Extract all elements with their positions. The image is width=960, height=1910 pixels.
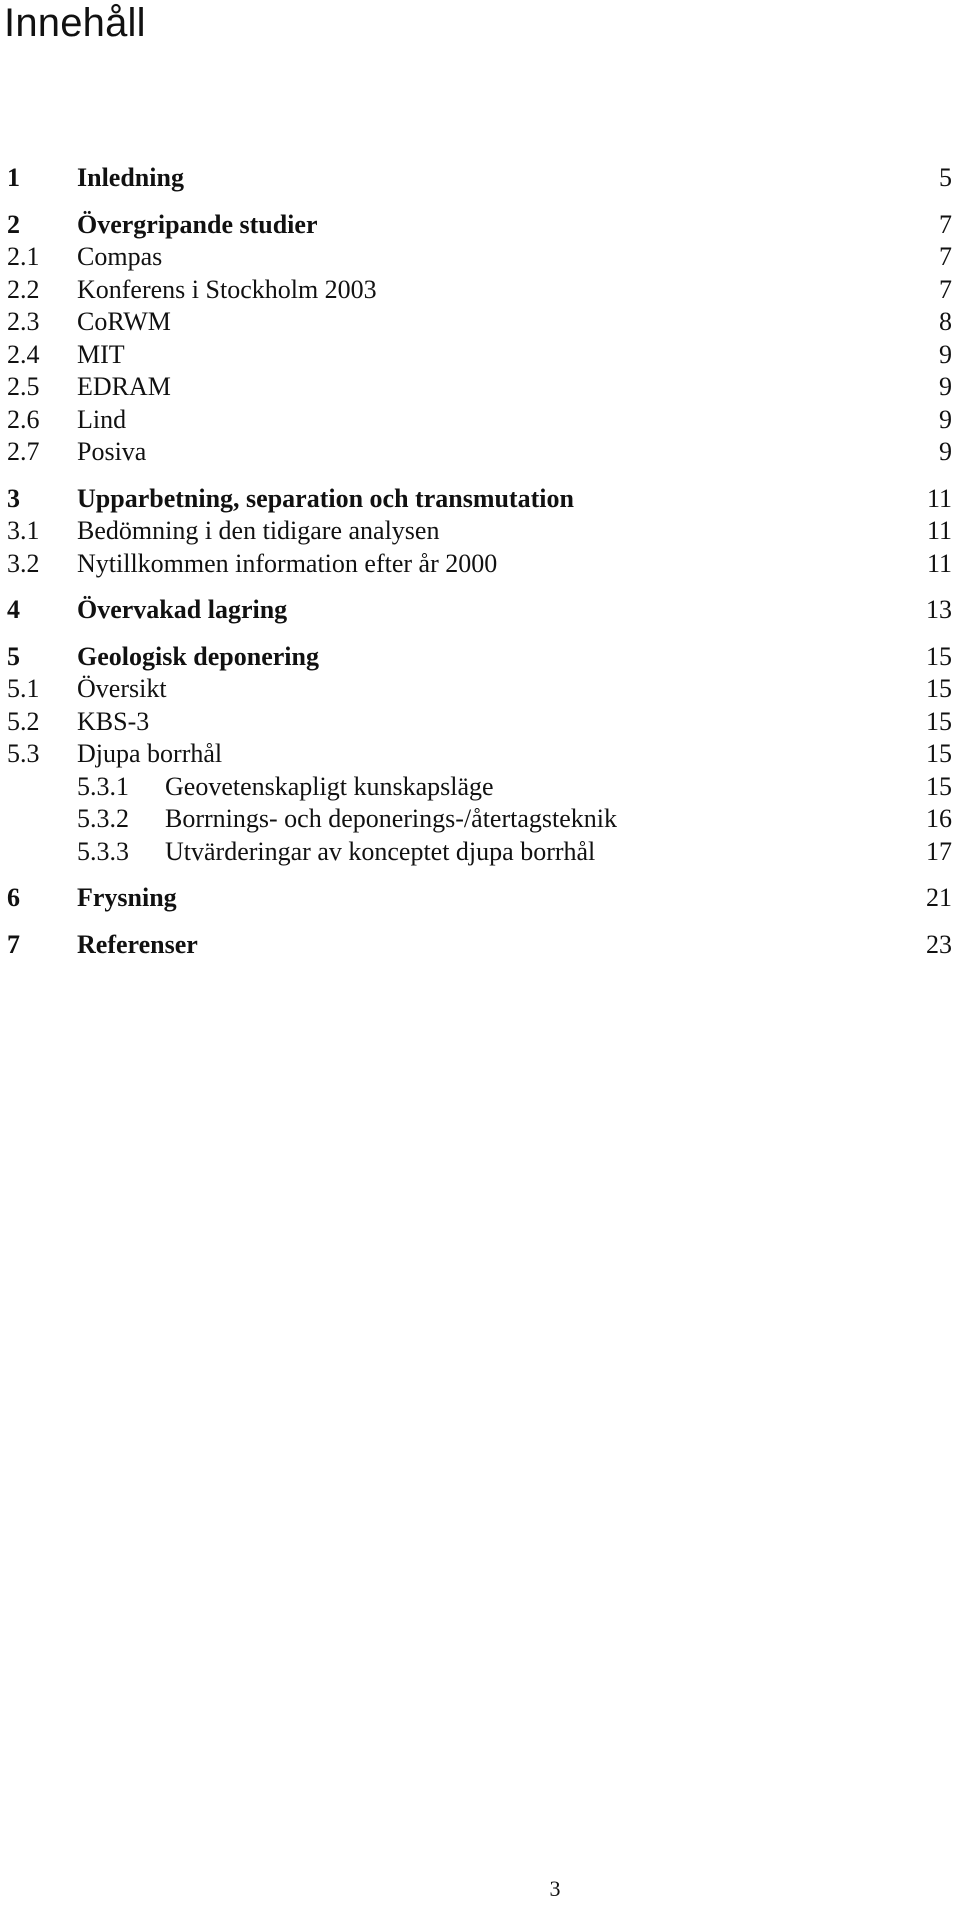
- toc-entry-page: 15: [926, 641, 952, 671]
- toc-entry-title: Översikt: [77, 674, 167, 703]
- toc-entry-page: 11: [926, 516, 952, 545]
- toc-entry-number: 5.3: [7, 739, 40, 768]
- toc-entry[interactable]: [0, 836, 960, 869]
- toc-entry-title: Utvärderingar av konceptet djupa borrhål: [165, 836, 596, 866]
- toc-entry-number: 1: [7, 163, 20, 192]
- toc-entry[interactable]: [0, 673, 960, 706]
- toc-entry-page: 15: [926, 706, 952, 736]
- table-of-contents: [0, 162, 960, 961]
- toc-entry-number: 7: [7, 929, 20, 959]
- toc-entry-number: 2.7: [7, 437, 40, 466]
- toc-entry-title: Djupa borrhål: [77, 739, 223, 768]
- toc-entry[interactable]: [0, 803, 960, 836]
- toc-entry-page: 7: [939, 274, 952, 304]
- toc-entry-page: 23: [926, 929, 952, 959]
- toc-entry-page: 15: [926, 739, 952, 768]
- toc-entry-number: 5.3.2: [77, 804, 129, 833]
- toc-entry-number: 6: [7, 883, 20, 912]
- toc-entry-title: EDRAM: [77, 372, 171, 401]
- toc-entry-number: 2.5: [7, 372, 40, 401]
- toc-entry-page: 7: [939, 242, 952, 271]
- page-number: 3: [549, 1876, 561, 1901]
- toc-entry-number: 2.3: [7, 307, 40, 336]
- toc-entry-page: 5: [939, 163, 952, 192]
- toc-entry-title: Compas: [77, 242, 163, 271]
- toc-entry-page: 15: [926, 674, 952, 703]
- toc-entry-title: Borrnings- och deponerings-/återtagsteknik: [165, 804, 617, 833]
- toc-entry-page: 9: [939, 404, 952, 434]
- toc-entry-page: 8: [939, 307, 952, 336]
- toc-entry-number: 2.2: [7, 274, 40, 304]
- toc-entry-title: Konferens i Stockholm 2003: [77, 274, 377, 304]
- toc-entry-title: Upparbetning, separation och transmutation: [77, 483, 574, 513]
- toc-entry-title: Inledning: [77, 163, 184, 192]
- toc-entry-title: Bedömning i den tidigare analysen: [77, 516, 440, 545]
- toc-entry-page: 21: [926, 883, 952, 912]
- toc-entry[interactable]: [0, 515, 960, 548]
- toc-entry-number: 5.1: [7, 674, 40, 703]
- toc-entry[interactable]: [0, 274, 960, 307]
- toc-entry-number: 2.4: [7, 339, 40, 369]
- toc-entry-page: 17: [926, 836, 952, 866]
- toc-entry[interactable]: [0, 371, 960, 404]
- toc-entry-title: Geologisk deponering: [77, 641, 319, 671]
- toc-entry-number: 3.1: [7, 516, 40, 545]
- toc-entry-title: MIT: [77, 339, 125, 369]
- toc-entry[interactable]: [0, 771, 960, 804]
- toc-entry[interactable]: [0, 594, 960, 627]
- toc-entry[interactable]: [0, 483, 960, 516]
- toc-entry-title: Geovetenskapligt kunskapsläge: [165, 771, 494, 801]
- toc-entry-page: 15: [926, 771, 952, 801]
- toc-entry[interactable]: [0, 241, 960, 274]
- toc-entry-title: Övervakad lagring: [77, 595, 288, 624]
- toc-entry-title: CoRWM: [77, 307, 171, 336]
- toc-entry[interactable]: [0, 929, 960, 962]
- toc-entry-page: 7: [939, 209, 952, 239]
- toc-entry-page: 11: [926, 483, 952, 513]
- toc-entry-title: Frysning: [77, 883, 177, 912]
- toc-entry[interactable]: [0, 641, 960, 674]
- toc-entry-number: 3.2: [7, 548, 40, 578]
- toc-entry-page: 16: [926, 804, 952, 833]
- toc-entry-title: Lind: [77, 404, 127, 434]
- toc-entry-number: 5: [7, 641, 20, 671]
- toc-entry[interactable]: [0, 162, 960, 195]
- toc-entry-page: 13: [926, 595, 952, 624]
- toc-entry-title: Referenser: [77, 929, 198, 959]
- toc-entry[interactable]: [0, 706, 960, 739]
- toc-entry-number: 2.1: [7, 242, 40, 271]
- toc-entry-page: 11: [926, 548, 952, 578]
- toc-entry-number: 5.3.3: [77, 836, 129, 866]
- toc-entry[interactable]: [0, 306, 960, 339]
- toc-entry[interactable]: [0, 209, 960, 242]
- toc-entry-number: 3: [7, 483, 20, 513]
- toc-entry[interactable]: [0, 404, 960, 437]
- toc-entry-title: Övergripande studier: [77, 209, 318, 239]
- toc-entry[interactable]: [0, 436, 960, 469]
- toc-entry-number: 2: [7, 209, 20, 239]
- toc-entry[interactable]: [0, 339, 960, 372]
- toc-entry-title: KBS-3: [77, 706, 150, 736]
- toc-entry-number: 5.2: [7, 706, 40, 736]
- toc-entry-number: 4: [7, 595, 20, 624]
- page-title: Innehåll: [4, 1, 146, 45]
- toc-entry-page: 9: [939, 437, 952, 466]
- toc-entry[interactable]: [0, 738, 960, 771]
- toc-entry[interactable]: [0, 882, 960, 915]
- toc-entry-page: 9: [939, 372, 952, 401]
- toc-entry-page: 9: [939, 339, 952, 369]
- toc-entry-title: Posiva: [77, 437, 147, 466]
- toc-entry-title: Nytillkommen information efter år 2000: [77, 548, 498, 578]
- toc-entry-number: 5.3.1: [77, 771, 129, 801]
- toc-entry-number: 2.6: [7, 404, 40, 434]
- toc-entry[interactable]: [0, 548, 960, 581]
